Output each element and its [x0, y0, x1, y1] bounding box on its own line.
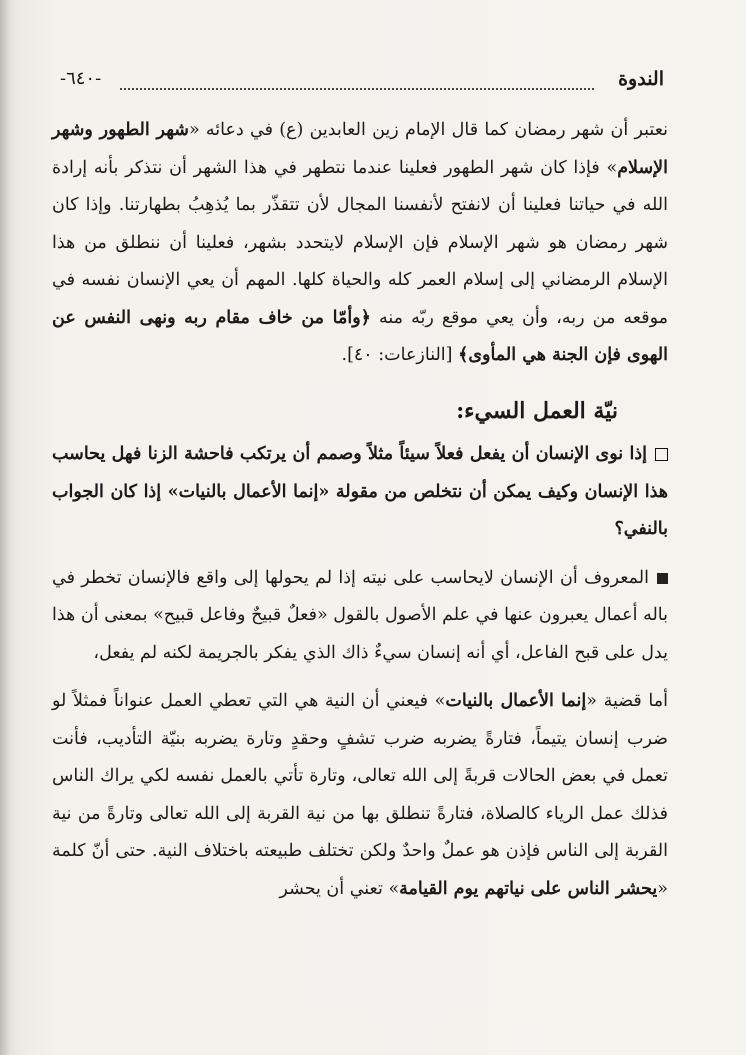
resurrection-hadith-quote: يحشر الناس على نياتهم يوم القيامة: [399, 878, 658, 899]
intentions-text-1: أما قضية «: [586, 691, 668, 711]
page-body: [52, 112, 668, 908]
filled-square-icon: [657, 573, 668, 584]
intentions-paragraph: [52, 683, 668, 908]
question-paragraph: [52, 436, 668, 549]
page-header: [60, 68, 664, 98]
book-spine-shadow: [0, 0, 10, 1055]
intentions-text-3: » تعني أن يحشر: [279, 878, 400, 899]
running-title: الندوة: [618, 68, 664, 90]
question-text: إذا نوى الإنسان أن يفعل فعلاً سيئاً مثلاً وصمم أن يرتكب فاحشة الزنا فهل يحاسب هذا الإنسان وكيف يمكن أن نتخلص من مقولة «إنما الأعمال بالنيات» إذا كان الجواب بالنفي؟: [52, 444, 668, 539]
intro-text-2: » فإذا كان شهر الطهور فعلينا عندما نتطهر في هذا الشهر أن نتذكر بأنه إرادة الله في حياتنا فعلينا أن لانفتح لأنفسنا المجال لأن تتقذّر بما يُذهِبُ بطهارتنا. وإذا كان شهر رمضان هو شهر الإسلام فإن الإسلام لايتحدد بشهر، فعلينا أن ننطلق من هذا الإسلام الرمضاني إلى إسلام العمر كله والحياة كلها. المهم أن يعي الإنسان نفسه في موقعه من ربه، وأن يعي موقع ربّه منه: [52, 157, 668, 328]
empty-square-icon: [655, 448, 668, 461]
quran-verse: ﴿وأمّا من خاف مقام ربه ونهى النفس عن الهوى فإن الجنة هي المأوى﴾: [52, 307, 668, 365]
intro-text-1: نعتبر أن شهر رمضان كما قال الإمام زين العابدين (ع) في دعائه «: [188, 120, 669, 140]
verse-reference: [النازعات: ٤٠].: [341, 345, 459, 365]
answer-text: المعروف أن الإنسان لايحاسب على نيته إذا لم يحولها إلى واقع فالإنسان تخطر في باله أعمال يعبرون عنها في علم الأصول بالقول «فعلٌ قبيحٌ وفاعل قبيح» بمعنى أن هذا يدل على قبح الفاعل، أي أنه إنسان سيءٌ ذاك الذي يفكر بالجريمة لكنه لم يفعل،: [52, 567, 668, 663]
hadith-quote: إنما الأعمال بالنيات: [445, 691, 587, 711]
header-dotted-rule: [120, 88, 594, 90]
dua-quote: شهر الطهور وشهر الإسلام: [52, 120, 668, 178]
intro-paragraph: [52, 112, 668, 375]
page-number: -٦٤٠-: [60, 68, 102, 89]
section-heading: نيّة العمل السيء:: [456, 397, 618, 424]
answer-paragraph: [52, 560, 668, 673]
intentions-text-2: » فيعني أن النية هي التي تعطي العمل عنواناً فمثلاً لو ضرب إنسان يتيماً، فتارةً يضربه ضرب تشفٍ وحقدٍ وتارة يضربه بنيّة التأديب، فأنت تعمل في بعض الحالات قربةً إلى الله تعالى، وتارة تأتي بالعمل نفسه لكي يراك الناس فذلك عمل الرياء كالصلاة، فتارةً تنطلق بها من نية القربة إلى الله تعالى وتارةً من نية القربة إلى الناس فإذن هو عملٌ واحدٌ ولكن تختلف طبيعته باختلاف النية. حتى أنّ كلمة «: [52, 691, 668, 899]
